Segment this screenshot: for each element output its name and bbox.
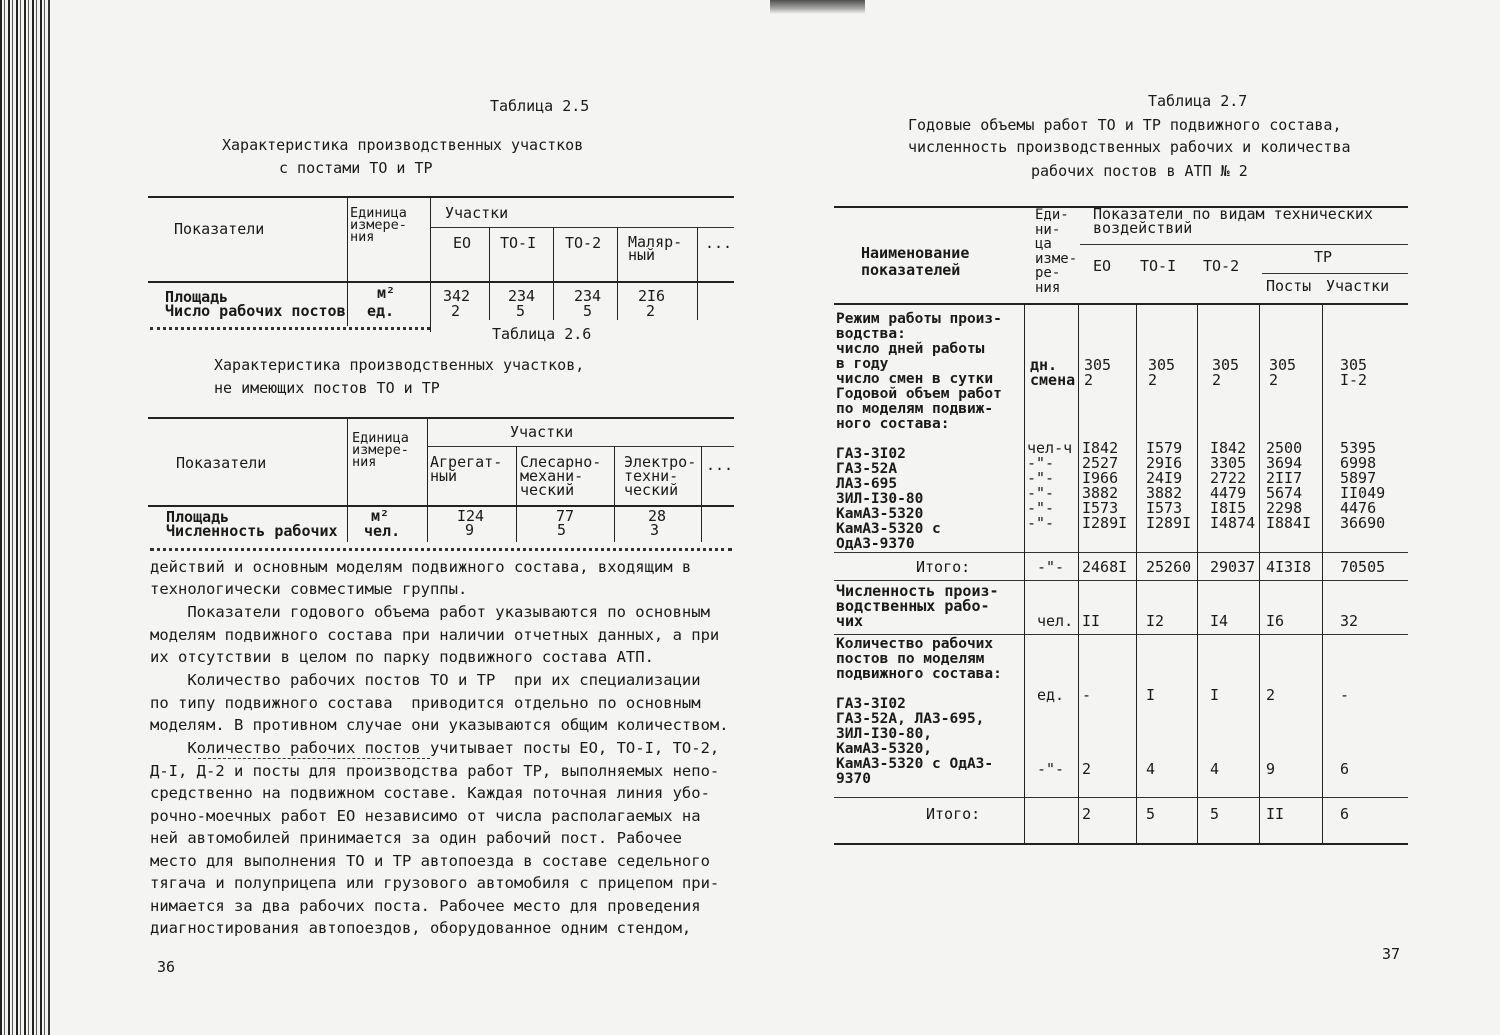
t26-header-elec: Электро- техни- ческий (624, 453, 697, 499)
t26-workers-agg: 9 (465, 521, 475, 539)
book-spine (0, 0, 48, 1035)
t27-total2-to2: 5 (1210, 805, 1220, 823)
t25-posts-paint: 2 (646, 302, 656, 320)
t27-block2-names: Количество рабочих постов по моделям подвижного состава: ГАЗ-3I02 ГАЗ-52А, ЛАЗ-695, ЗИЛ-I30-80, КамАЗ-5320, КамАЗ-5320 с ОдАЗ- 9370 (836, 636, 1002, 787)
t27-total1-eo: 2468I (1082, 558, 1128, 576)
t27-header-to2: ТО-2 (1203, 257, 1240, 275)
t27-block2-to1-1: I (1146, 686, 1156, 704)
body-line-7: по типу подвижного состава приводится отдельно по основным (150, 694, 701, 712)
t25-area-to2: 234 (574, 287, 602, 305)
spine-edge (48, 0, 50, 1035)
t25-area-paint: 2I6 (638, 287, 666, 305)
t25-header-to1: ТО-I (500, 234, 537, 252)
t25-row-posts-name: Число рабочих постов (165, 302, 346, 320)
body-line-5: их отсутствии в целом по парку подвижного состава АТП. (150, 648, 654, 666)
t27-workers-posts: I6 (1266, 612, 1285, 630)
t27-block2-areas1: - (1340, 686, 1350, 704)
body-line-9: Количество рабочих постов учитывает посты ЕО, ТО-I, ТО-2, (150, 739, 720, 757)
table26-caption: Таблица 2.6 (492, 325, 592, 343)
t27-posts-top: 305 2 (1269, 356, 1297, 389)
t27-total1-posts: 4I3I8 (1266, 558, 1312, 576)
body-line-17: диагностирования автопоездов, оборудованное одним стендом, (150, 919, 692, 937)
t26-area-mech: 77 (556, 507, 575, 525)
t27-areas-bottom: 5395 6998 5897 II049 4476 36690 (1340, 439, 1386, 532)
t25-header-indicator: Показатели (174, 220, 265, 238)
t27-to2-top: 305 2 (1212, 356, 1240, 389)
t27-header-name: Наименование показателей (861, 244, 970, 279)
body-line-12: рочно-моечных работ ЕО независимо от числа располагаемых на (150, 807, 701, 825)
t27-total1-to1: 25260 (1146, 558, 1192, 576)
t26-header-mech: Слесарно- механи- ческий (520, 453, 602, 499)
t25-row-area-unit: м² (377, 284, 396, 302)
t27-workers-unit: чел. (1037, 612, 1074, 630)
t25-header-areas: Участки (445, 204, 509, 222)
t25-area-to1: 234 (508, 287, 536, 305)
t27-block2-posts2: 9 (1266, 760, 1276, 778)
t27-to1-bottom: I579 29I6 24I9 3882 I573 I289I (1146, 439, 1192, 532)
t27-total1-to2: 29037 (1210, 558, 1256, 576)
t25-area-eo: 342 (443, 287, 471, 305)
t26-row-workers-name: Численность рабочих (166, 522, 338, 540)
t27-workers-to1: I2 (1146, 612, 1165, 630)
t27-header-tr: ТР (1314, 248, 1333, 266)
t27-block1-units-bottom: чел-ч -"- -"- -"- -"- -"- (1027, 439, 1073, 532)
t27-workers-to2: I4 (1210, 612, 1229, 630)
t25-row-area-name: Площадь (165, 288, 229, 306)
t25-header-unit: Единица измере- ния (350, 205, 407, 245)
t27-header-eo: ЕО (1093, 257, 1112, 275)
t27-areas-top: 305 I-2 (1340, 356, 1368, 389)
page-number-right: 37 (1382, 945, 1401, 963)
t27-block2-posts1: 2 (1266, 686, 1276, 704)
page-number-left: 36 (157, 958, 176, 976)
t27-eo-bottom: I842 2527 I966 3882 I573 I289I (1082, 439, 1128, 532)
t26-header-areas: Участки (510, 423, 574, 441)
table27-title-line2: численность производственных рабочих и количества (908, 138, 1351, 156)
t25-posts-to2: 5 (583, 302, 593, 320)
t26-header-indicator: Показатели (176, 454, 267, 472)
body-line-11: средственно на подвижном составе. Каждая поточная линия убо- (150, 784, 710, 802)
t27-total1-areas: 70505 (1340, 558, 1386, 576)
t27-header-to1: ТО-I (1140, 257, 1177, 275)
t27-block2-unit2: -"- (1037, 760, 1065, 778)
t27-total1-unit: -"- (1037, 558, 1065, 576)
body-line-3: Показатели годового объема работ указываются по основным (150, 603, 710, 621)
t27-block2-eo2: 2 (1082, 760, 1092, 778)
body-line-13: ней автомобилей принимается за один рабочий пост. Рабочее (150, 829, 682, 847)
body-line-4: моделям подвижного состава при наличии отчетных данных, а при (150, 626, 720, 644)
t27-workers-name: Численность произ- водственных рабо- чих (836, 582, 999, 630)
table27-caption: Таблица 2.7 (1148, 92, 1248, 110)
t26-row-workers-unit: чел. (364, 522, 401, 540)
t27-workers-eo: II (1082, 612, 1101, 630)
t26-header-unit: Единица измере- ния (352, 430, 409, 470)
t25-header-more: ... (705, 234, 733, 252)
t27-total2-areas: 6 (1340, 805, 1350, 823)
t27-block2-areas2: 6 (1340, 760, 1350, 778)
t27-total1-name: Итого: (916, 558, 971, 576)
t27-block2-unit1: ед. (1037, 686, 1065, 704)
underline-dashed (198, 758, 430, 759)
t27-total2-posts: II (1266, 805, 1285, 823)
t26-header-more: ... (706, 456, 734, 474)
body-line-16: нимается за два рабочих поста. Рабочее место для проведения (150, 897, 701, 915)
body-line-10: Д-I, Д-2 и посты для производства работ ТР, выполняемых непо- (150, 762, 720, 780)
t26-row-area-name: Площадь (166, 508, 230, 526)
t26-workers-mech: 5 (557, 521, 567, 539)
t26-row-area-unit: м² (371, 507, 390, 525)
t27-eo-top: 305 2 (1084, 356, 1112, 389)
t25-posts-to1: 5 (516, 302, 526, 320)
t25-header-eo: ЕО (453, 234, 472, 252)
t25-row-posts-unit: ед. (367, 302, 395, 320)
t25-header-to2: ТО-2 (565, 234, 602, 252)
t27-header-areas: Участки (1326, 277, 1390, 295)
t27-total2-name: Итого: (926, 805, 981, 823)
table26-title-line1: Характеристика производственных участков, (214, 356, 585, 374)
table25-title-line2: с постами ТО и ТР (279, 159, 433, 177)
table27-title-line1: Годовые объемы работ ТО и ТР подвижного состава, (908, 116, 1342, 134)
t27-posts-bottom: 2500 3694 2II7 5674 2298 I884I (1266, 439, 1312, 532)
t27-block2-to1-2: 4 (1146, 760, 1156, 778)
t27-block2-eo1: - (1082, 686, 1092, 704)
body-line-6: Количество рабочих постов ТО и ТР при их специализации (150, 671, 701, 689)
t27-header-group: Показатели по видам технических воздействий (1093, 205, 1373, 237)
t27-total2-eo: 2 (1082, 805, 1092, 823)
t26-workers-elec: 3 (650, 521, 660, 539)
body-line-15: тягача и полуприцепа или грузового автомобиля с прицепом при- (150, 874, 720, 892)
t27-total2-to1: 5 (1146, 805, 1156, 823)
t27-header-unit: Еди- ни- ца изме- ре- ния (1035, 207, 1078, 296)
table26-title-line2: не имеющих постов ТО и ТР (214, 379, 440, 397)
body-line-1: действий и основным моделям подвижного состава, входящим в (150, 558, 692, 576)
t27-block1-units-top: дн. смена (1030, 356, 1076, 389)
t27-block2-to2-2: 4 (1210, 760, 1220, 778)
t26-area-agg: I24 (457, 507, 485, 525)
t27-header-posts: Посты (1266, 277, 1312, 295)
t27-to1-top: 305 2 (1148, 356, 1176, 389)
t27-to2-bottom: I842 3305 2722 4479 I8I5 I4874 (1210, 439, 1256, 532)
table25-title-line1: Характеристика производственных участков (222, 136, 584, 154)
body-line-14: место для выполнения ТО и ТР автопоезда в составе седельного (150, 852, 710, 870)
t25-posts-eo: 2 (451, 302, 461, 320)
t27-workers-areas: 32 (1340, 612, 1359, 630)
t25-header-paint: Маляр- ный (628, 233, 683, 264)
t27-block1-names: Режим работы произ- водства: число дней работы в году число смен в сутки Годовой объем работ по моделям подвиж- ного состава: ГАЗ-3I02 ГАЗ-52А ЛАЗ-695 ЗИЛ-I30-80 КамАЗ-5320 КамАЗ-5320 с ОдАЗ-9370 (836, 311, 1002, 552)
t26-area-elec: 28 (648, 507, 667, 525)
table27-title-line3: рабочих постов в АТП № 2 (1031, 162, 1248, 180)
body-line-8: моделям. В противном случае они указываются общим количеством. (150, 716, 729, 734)
scan-smudge (770, 0, 865, 14)
table25-caption: Таблица 2.5 (490, 97, 590, 115)
t26-header-agg: Агрегат- ный (430, 453, 503, 485)
body-line-2: технологически совместимые группы. (150, 580, 468, 598)
t27-block2-to2-1: I (1210, 686, 1220, 704)
